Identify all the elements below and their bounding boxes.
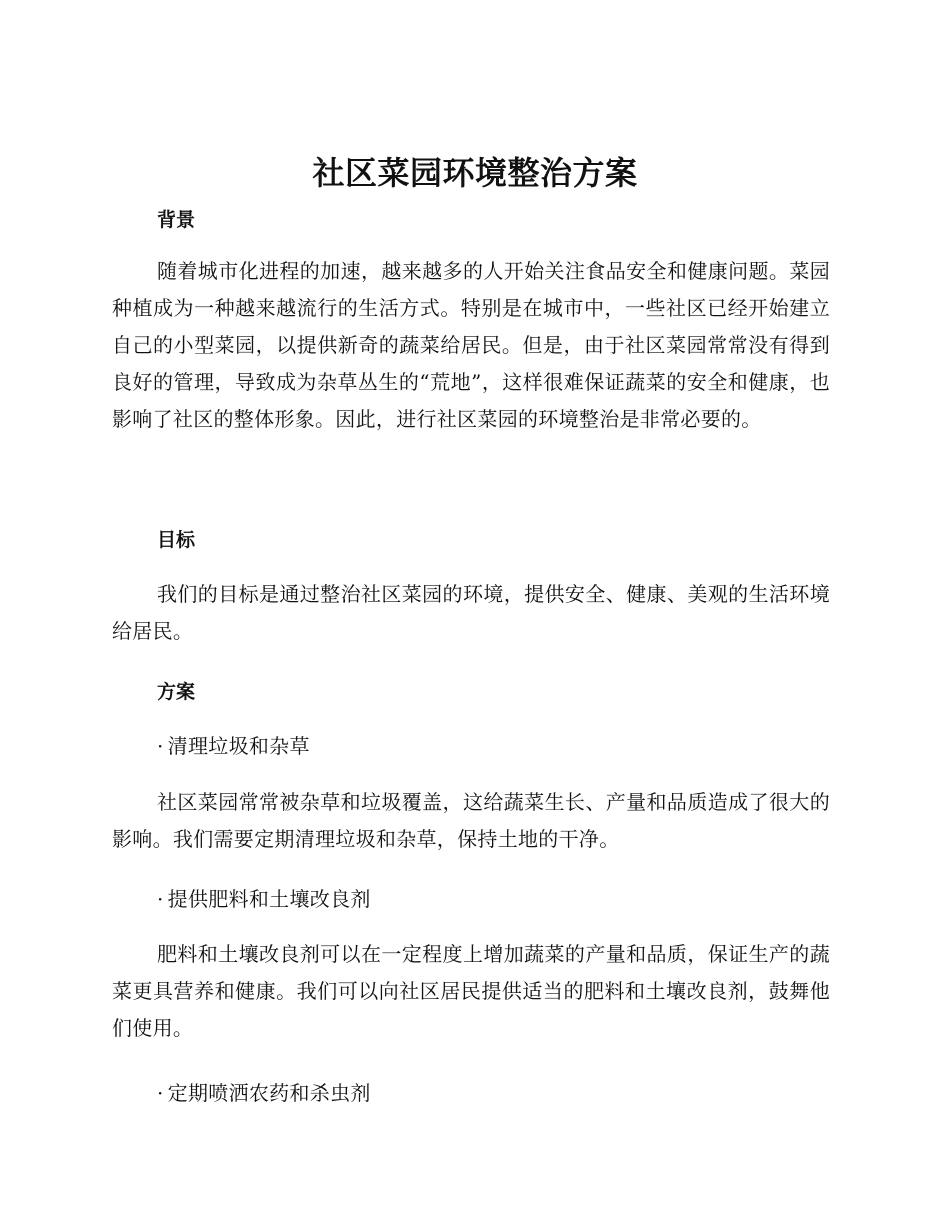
- bullet-marker: ·: [157, 887, 164, 911]
- background-paragraph: 随着城市化进程的加速，越来越多的人开始关注食品安全和健康问题。菜园种植成为一种越来越流行的生活方式。特别是在城市中，一些社区已经开始建立自己的小型菜园，以提供新奇的蔬菜给居民。但是，由于社区菜园常常没有得到良好的管理，导致成为杂草丛生的“荒地”，这样很难保证蔬菜的安全和健康，也影响了社区的整体形象。因此，进行社区菜园的环境整治是非常必要的。: [112, 259, 830, 431]
- plan-item-1: [157, 731, 310, 761]
- section-heading-goal: 目标: [157, 529, 196, 551]
- goal-paragraph: 我们的目标是通过整治社区菜园的环境，提供安全、健康、美观的生活环境给居民。: [112, 582, 830, 643]
- plan-item-1-paragraph: 社区菜园常常被杂草和垃圾覆盖，这给蔬菜生长、产量和品质造成了很大的影响。我们需要定期清理垃圾和杂草，保持土地的干净。: [112, 790, 830, 851]
- section-heading-background: 背景: [157, 209, 196, 231]
- plan-item-label: 提供肥料和土壤改良剂: [167, 887, 371, 911]
- plan-item-label: 定期喷洒农药和杀虫剂: [167, 1081, 371, 1105]
- bullet-marker: ·: [157, 1081, 164, 1105]
- plan-item-3: [157, 1078, 371, 1108]
- plan-item-label: 清理垃圾和杂草: [167, 734, 310, 758]
- plan-item-2: [157, 884, 371, 914]
- plan-item-2-paragraph: 肥料和土壤改良剂可以在一定程度上增加蔬菜的产量和品质，保证生产的蔬菜更具营养和健康。我们可以向社区居民提供适当的肥料和土壤改良剂，鼓舞他们使用。: [112, 942, 830, 1040]
- document-title: 社区菜园环境整治方案: [312, 154, 638, 192]
- section-heading-plan: 方案: [157, 681, 196, 703]
- bullet-marker: ·: [157, 734, 164, 758]
